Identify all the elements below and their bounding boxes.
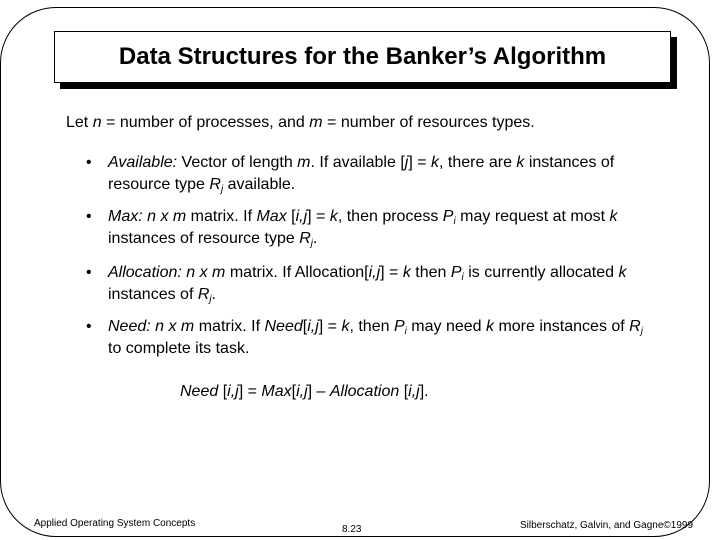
bullet-need-text: Need: n x m matrix. If Need[i,j] = k, then $P_i$ may need k more instances of $R_j$ to complete its task.: [108, 318, 643, 357]
need-formula: Need [i,j] = Max[i,j] – Allocation [i,j].: [180, 383, 429, 400]
bullet-icon: •: [86, 208, 92, 225]
bullet-icon: •: [86, 264, 92, 281]
footer-page-number: 8.23: [342, 524, 362, 535]
bullet-icon: •: [86, 318, 92, 335]
bullet-allocation-text: Allocation: n x m matrix. If Allocation[i,j] = k then $P_i$ is currently allocated k instances of $R_j$.: [108, 264, 627, 305]
bullet-icon: •: [86, 154, 92, 171]
title-box: [54, 31, 671, 83]
footer-right: Silberschatz, Galvin, and Gagne©1999: [520, 520, 694, 531]
intro-text: Let n = number of processes, and m = number of resources types.: [66, 114, 535, 131]
slide-title: Data Structures for the Banker’s Algorithm: [118, 43, 607, 70]
footer-left: Applied Operating System Concepts: [34, 518, 196, 529]
bullet-available-text: Available: Vector of length m. If available [j] = k, there are k instances of resource type $R_j$ available.: [108, 154, 615, 195]
bullet-max-text: Max: n x m matrix. If Max [i,j] = k, then process $P_i$ may request at most k instances of resource type $R_j$.: [108, 208, 618, 249]
